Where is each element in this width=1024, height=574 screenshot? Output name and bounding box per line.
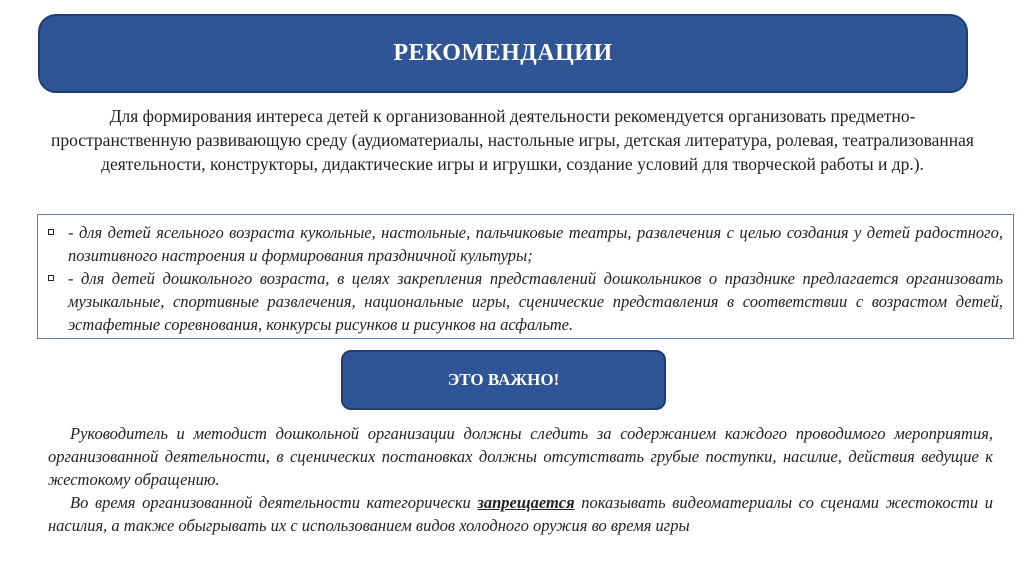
- recommendations-list: [37, 214, 1014, 339]
- prohibited-emphasis: запрещается: [477, 493, 575, 512]
- square-bullet-icon: [46, 221, 68, 244]
- square-bullet-icon: [46, 267, 68, 290]
- list-item-text: - для детей ясельного возраста кукольные, настольные, пальчиковые театры, развлечения с целью создания у детей радостного, позитивного настроения и формирования праздничной культуры;: [68, 223, 1003, 265]
- intro-paragraph: Для формирования интереса детей к организованной деятельности рекомендуется организовать предметно-пространственную развивающую среду (аудиоматериалы, настольные игры, детская литература, ролевая, театрализованная деятельности, конструкторы, дидактические игры и игрушки, создание условий для творческой работы и др.).: [51, 106, 974, 174]
- warning-section: [48, 422, 993, 537]
- warning-paragraph: [48, 491, 993, 537]
- warning-text: Во время организованной деятельности категорически: [70, 493, 478, 512]
- list-item: [46, 267, 1003, 336]
- warning-paragraph: Руководитель и методист дошкольной организации должны следить за содержанием каждого проводимого мероприятия, организованной деятельности, в сценических постановках должны отсутствать грубые поступки, насилие, действия ведущие к жестокому обращению.: [48, 424, 993, 489]
- important-header: [341, 350, 666, 410]
- important-label: ЭТО ВАЖНО!: [447, 370, 560, 389]
- recommendations-header: [38, 14, 968, 93]
- list-item-text: - для детей дошкольного возраста, в целях закрепления представлений дошкольников о празднике предлагается организовать музыкальные, спортивные развлечения, национальные игры, сценические представления в соответствии с возрастом детей, эстафетные соревнования, конкурсы рисунков и рисунков на асфальте.: [68, 269, 1003, 334]
- list-item: [46, 221, 1003, 267]
- warning-text: показывать видеоматериалы со сценами жестокости и насилия, а также обыгрывать их с использованием видов холодного оружия во время игры: [48, 493, 993, 535]
- page-title: РЕКОМЕНДАЦИИ: [393, 40, 613, 66]
